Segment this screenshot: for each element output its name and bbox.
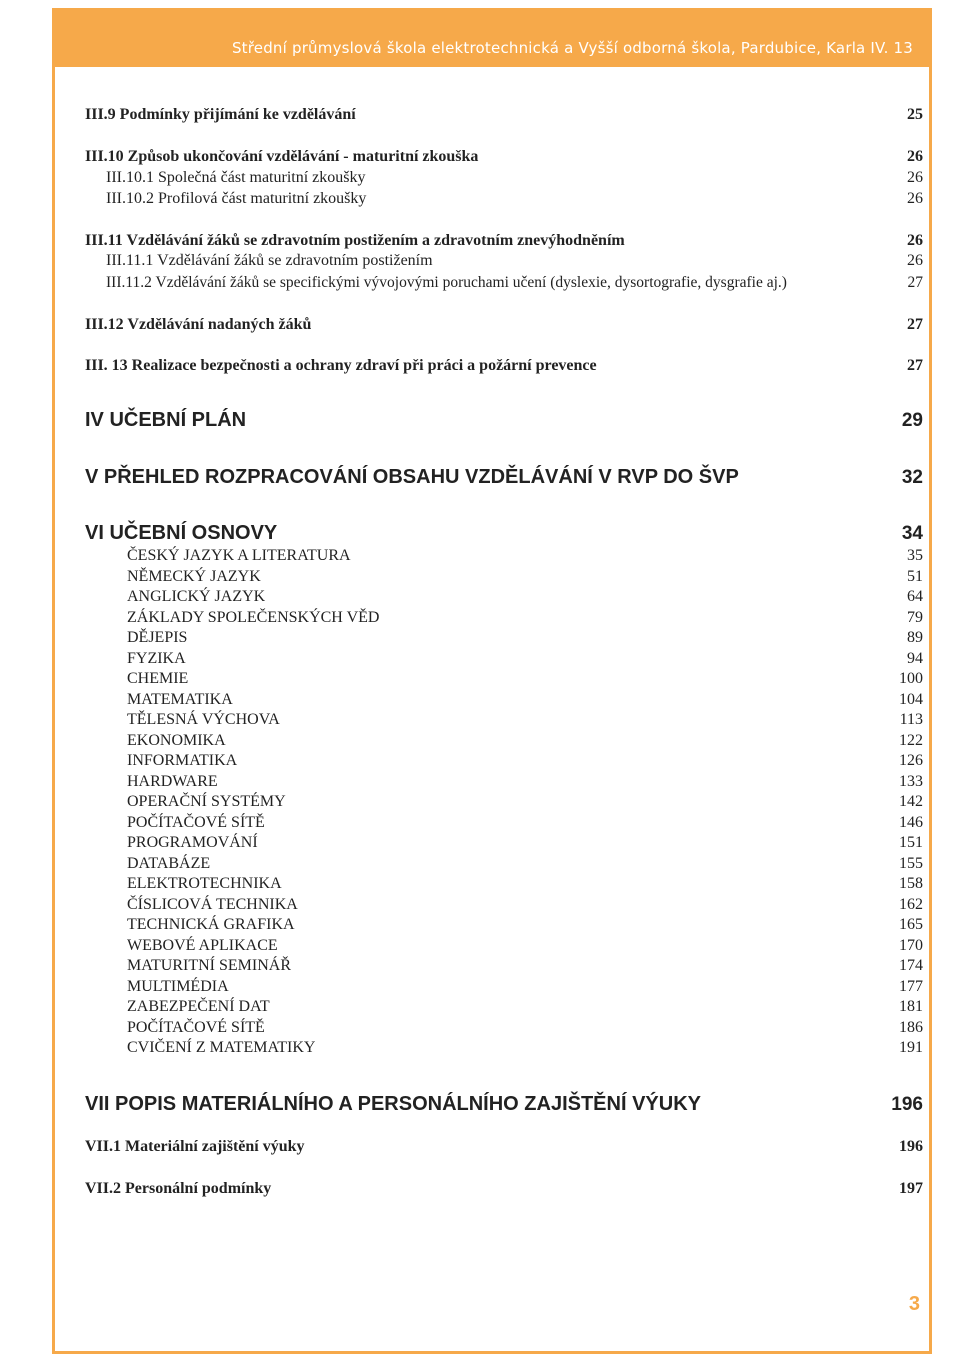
toc-entry-label: TECHNICKÁ GRAFIKA	[127, 916, 295, 933]
toc-entry-iii11-1[interactable]	[106, 252, 923, 270]
toc-subject-entry[interactable]	[127, 916, 923, 934]
toc-subject-entry[interactable]	[127, 957, 923, 975]
toc-subject-entry[interactable]	[127, 691, 923, 709]
toc-subject-entry[interactable]	[127, 875, 923, 893]
toc-entry-page: 34	[901, 523, 923, 544]
toc-entry-page: 26	[907, 169, 923, 186]
page-number: 3	[908, 1293, 920, 1315]
toc-entry-label: ZÁKLADY SPOLEČENSKÝCH VĚD	[127, 608, 380, 626]
toc-subject-entry[interactable]	[127, 814, 923, 832]
toc-entry-page: 158	[899, 875, 923, 892]
toc-entry-page: 26	[907, 232, 923, 249]
toc-entry-page: 51	[907, 567, 923, 585]
toc-entry-page: 29	[901, 410, 923, 431]
toc-entry-label: POČÍTAČOVÉ SÍTĚ	[127, 1018, 265, 1036]
toc-entry-label: PROGRAMOVÁNÍ	[127, 834, 258, 851]
toc-entry-label: WEBOVÉ APLIKACE	[127, 936, 278, 954]
toc-entry-page: 146	[899, 813, 923, 831]
toc-subject-entry[interactable]	[127, 547, 923, 565]
toc-entry-iii12[interactable]	[85, 316, 923, 334]
toc-entry-vii2[interactable]	[85, 1180, 923, 1198]
toc-entry-label: DATABÁZE	[127, 854, 211, 872]
toc-subject-entry[interactable]	[127, 568, 923, 586]
toc-entry-label: III.9 Podmínky přijímání ke vzdělávání	[85, 106, 356, 123]
toc-entry-page: 196	[891, 1094, 923, 1115]
toc-entry-label: III.11.1 Vzdělávání žáků se zdravotním postižením	[106, 252, 433, 269]
toc-entry-label: V PŘEHLED ROZPRACOVÁNÍ OBSAHU VZDĚLÁVÁNÍ V RVP DO ŠVP	[85, 466, 739, 488]
toc-entry-iii11[interactable]	[85, 232, 923, 250]
toc-entry-page: 25	[907, 106, 923, 123]
toc-subject-entry[interactable]	[127, 998, 923, 1016]
toc-subject-entry[interactable]	[127, 773, 923, 791]
toc-entry-page: 26	[907, 252, 923, 269]
toc-entry-iii11-2[interactable]	[106, 274, 923, 292]
toc-entry-page: 155	[899, 854, 923, 872]
toc-entry-page: 196	[899, 1138, 923, 1155]
toc-subject-entry[interactable]	[127, 711, 923, 729]
toc-entry-page: 151	[899, 834, 923, 851]
toc-entry-label: VII POPIS MATERIÁLNÍHO A PERSONÁLNÍHO ZAJIŠTĚNÍ VÝUKY	[85, 1093, 701, 1115]
toc-entry-v[interactable]	[85, 466, 923, 489]
toc-subject-entry[interactable]	[127, 793, 923, 811]
toc-entry-page: 122	[899, 731, 923, 749]
toc-entry-label: VII.2 Personální podmínky	[85, 1180, 272, 1197]
toc-entry-page: 126	[899, 752, 923, 769]
toc-entry-label: CHEMIE	[127, 670, 189, 687]
toc-entry-label: POČÍTAČOVÉ SÍTĚ	[127, 813, 265, 831]
toc-entry-page: 26	[907, 190, 923, 207]
toc-subject-entry[interactable]	[127, 1039, 923, 1057]
toc-entry-page: 181	[899, 998, 923, 1015]
toc-entry-label: EKONOMIKA	[127, 731, 226, 749]
toc-entry-page: 94	[907, 649, 923, 667]
toc-entry-iii10-1[interactable]	[106, 169, 923, 187]
toc-entry-label: III.11 Vzdělávání žáků se zdravotním postižením a zdravotním znevýhodněním	[85, 232, 625, 249]
toc-entry-page: 26	[907, 148, 923, 165]
toc-entry-page: 162	[899, 895, 923, 913]
toc-entry-label: ČESKÝ JAZYK A LITERATURA	[127, 547, 351, 564]
toc-entry-label: III.11.2 Vzdělávání žáků se specifickými vývojovými poruchami učení (dyslexie, dysortografie, dysgrafie aj.)	[106, 274, 787, 291]
toc-entry-label: ZABEZPEČENÍ DAT	[127, 998, 270, 1015]
toc-subject-entry[interactable]	[127, 650, 923, 668]
toc-entry-label: ČÍSLICOVÁ TECHNIKA	[127, 895, 298, 913]
toc-entry-page: 89	[907, 629, 923, 646]
toc-entry-page: 191	[899, 1039, 923, 1056]
toc-entry-iii9[interactable]	[85, 106, 923, 124]
toc-entry-page: 79	[907, 608, 923, 626]
toc-subject-entry[interactable]	[127, 670, 923, 688]
toc-entry-page: 35	[907, 547, 923, 564]
toc-entry-iii10[interactable]	[85, 148, 923, 166]
toc-entry-page: 177	[899, 977, 923, 995]
toc-entry-page: 32	[901, 467, 923, 488]
toc-entry-page: 170	[899, 936, 923, 954]
toc-subject-entry[interactable]	[127, 609, 923, 627]
header-title: Střední průmyslová škola elektrotechnická a Vyšší odborná škola, Pardubice, Karla IV. 13	[231, 39, 913, 57]
toc-entry-label: MATEMATIKA	[127, 690, 233, 708]
toc-entry-page: 104	[899, 690, 923, 708]
toc-entry-label: NĚMECKÝ JAZYK	[127, 567, 261, 585]
toc-entry-label: ANGLICKÝ JAZYK	[127, 588, 266, 605]
toc-subject-entry[interactable]	[127, 588, 923, 606]
toc-entry-label: FYZIKA	[127, 649, 186, 667]
toc-subject-entry[interactable]	[127, 629, 923, 647]
toc-entry-label: MULTIMÉDIA	[127, 977, 229, 995]
toc-entry-label: CVIČENÍ Z MATEMATIKY	[127, 1039, 316, 1056]
toc-entry-label: MATURITNÍ SEMINÁŘ	[127, 957, 291, 974]
toc-subject-entry[interactable]	[127, 834, 923, 852]
toc-entry-label: OPERAČNÍ SYSTÉMY	[127, 793, 286, 810]
toc-entry-label: VI UČEBNÍ OSNOVY	[85, 522, 278, 544]
toc-entry-vii1[interactable]	[85, 1138, 923, 1156]
toc-entry-label: IV UČEBNÍ PLÁN	[85, 409, 247, 431]
toc-entry-page: 27	[907, 316, 923, 333]
toc-subject-entry[interactable]	[127, 752, 923, 770]
header-bar	[55, 11, 929, 67]
toc-entry-page: 27	[907, 274, 923, 291]
toc-subject-entry[interactable]	[127, 855, 923, 873]
toc-subject-entry[interactable]	[127, 896, 923, 914]
toc-entry-page: 142	[899, 793, 923, 810]
toc-entry-label: III.10.1 Společná část maturitní zkoušky	[106, 169, 366, 186]
toc-entry-page: 27	[907, 357, 923, 374]
toc-entry-page: 64	[907, 588, 923, 605]
toc-entry-label: ELEKTROTECHNIKA	[127, 875, 282, 892]
toc-subject-entry[interactable]	[127, 1019, 923, 1037]
toc-entry-label: VII.1 Materiální zajištění výuky	[85, 1138, 305, 1155]
toc-entry-label: HARDWARE	[127, 772, 218, 790]
toc-entry-page: 165	[899, 916, 923, 933]
toc-entry-label: III.12 Vzdělávání nadaných žáků	[85, 316, 312, 333]
toc-entry-vi[interactable]	[85, 522, 923, 545]
toc-entry-page: 113	[899, 711, 923, 728]
toc-entry-page: 197	[899, 1180, 923, 1197]
toc-entry-page: 186	[899, 1018, 923, 1036]
toc-subject-entry[interactable]	[127, 937, 923, 955]
toc-subject-entry[interactable]	[127, 732, 923, 750]
toc-entry-label: INFORMATIKA	[127, 752, 238, 769]
toc-entry-label: TĚLESNÁ VÝCHOVA	[127, 711, 280, 728]
toc-entry-iii10-2[interactable]	[106, 190, 923, 208]
toc-entry-iv[interactable]	[85, 409, 923, 432]
toc-entry-page: 174	[899, 957, 923, 974]
toc-entry-label: DĚJEPIS	[127, 629, 188, 646]
toc-entry-page: 100	[899, 670, 923, 687]
toc-entry-label: III.10 Způsob ukončování vzdělávání - maturitní zkouška	[85, 148, 479, 165]
toc-entry-iii13[interactable]	[85, 357, 923, 375]
toc-entry-label: III. 13 Realizace bezpečnosti a ochrany zdraví při práci a požární prevence	[85, 357, 597, 374]
toc-entry-label: III.10.2 Profilová část maturitní zkoušky	[106, 190, 367, 207]
toc-subject-entry[interactable]	[127, 978, 923, 996]
toc-entry-page: 133	[899, 772, 923, 790]
toc-entry-vii[interactable]	[85, 1093, 923, 1116]
